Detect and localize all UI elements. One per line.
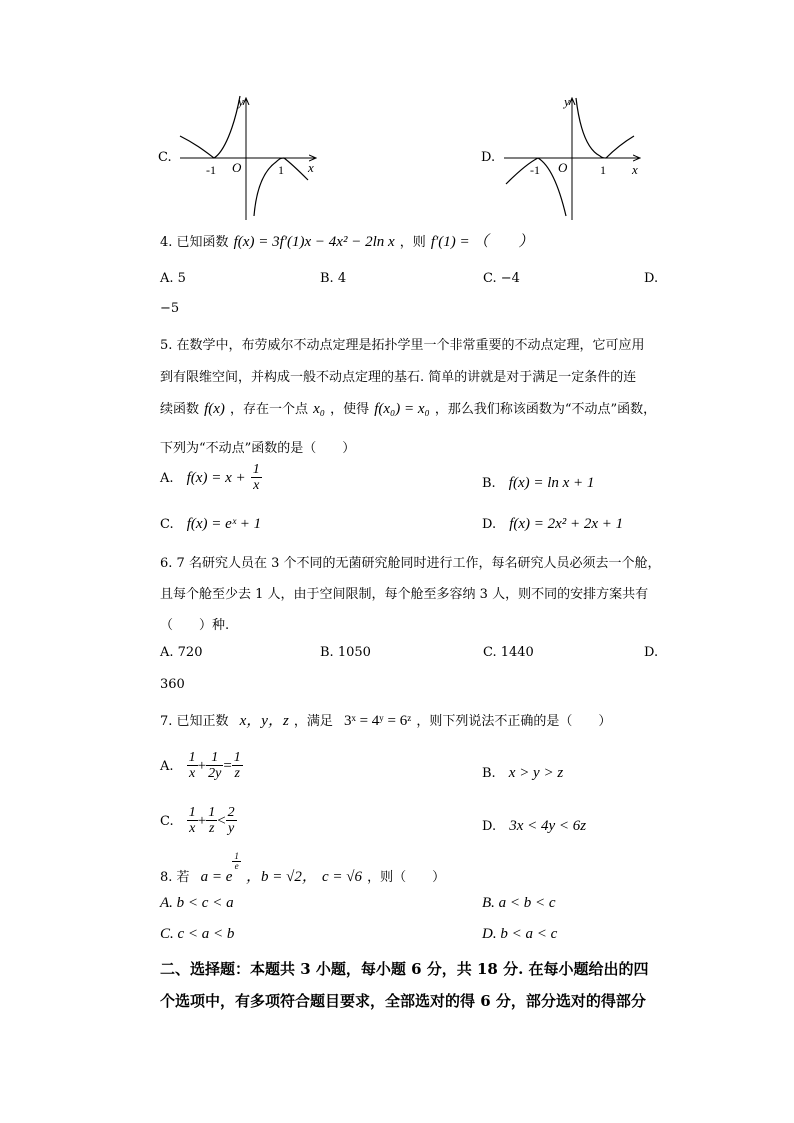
q5-x0: x₀ xyxy=(313,401,326,417)
fraction: $\frac{1}{z}$ xyxy=(233,750,241,781)
tick-neg1: -1 xyxy=(530,163,540,177)
q6-option-d-value: 360 xyxy=(160,677,185,692)
tick-neg1: -1 xyxy=(206,163,216,177)
q5-func: f(x) xyxy=(204,401,225,417)
q5-option-d-expr: f(x) = 2x² + 2x + 1 xyxy=(509,516,624,532)
q5-line-3b: ，存在一个点 xyxy=(230,402,309,417)
section-2-line-1: 二、选择题：本题共 3 小题，每小题 6 分，共 18 分. 在每小题给出的四 xyxy=(160,960,649,978)
x-axis-label: x xyxy=(632,162,638,177)
q5-option-c-label: C. xyxy=(160,517,174,532)
q8-prefix: 8. 若 xyxy=(160,870,190,885)
q5-option-b xyxy=(482,472,594,492)
fraction: $\frac{1}{z}$ xyxy=(208,805,216,836)
q8-option-a: A. b < c < a xyxy=(160,895,234,911)
question-8 xyxy=(160,852,445,886)
q5-eq: f(x₀) = x₀ xyxy=(374,401,430,417)
q6-option-c: C. 1440 xyxy=(483,645,534,660)
tick-1: 1 xyxy=(600,163,606,177)
q5-line-3 xyxy=(160,398,656,418)
q6-line-2: 且每个舱至少去 1 人，由于空间限制，每个舱至多容纳 3 人，则不同的安排方案共有 xyxy=(160,587,649,602)
q4-option-d: D. xyxy=(644,271,659,286)
fraction: $\frac{2}{y}$ xyxy=(227,805,235,836)
q6-line-3: （ ）种. xyxy=(160,618,230,633)
q5-option-b-expr: f(x) = ln x + 1 xyxy=(508,475,595,491)
q5-line-3a: 续函数 xyxy=(160,402,200,417)
q6-line-1: 6. 7 名研究人员在 3 个不同的无菌研究舱同时进行工作，每名研究人员必须去一个舱， xyxy=(160,556,661,571)
origin-label: O xyxy=(232,160,242,175)
q8-option-d: D. b < a < c xyxy=(482,926,558,942)
q5-option-b-label: B. xyxy=(482,476,496,491)
curve-left xyxy=(180,96,240,158)
q5-option-c xyxy=(160,513,261,533)
fraction: $\frac{1}{x}$ xyxy=(188,750,196,781)
y-axis-label: y xyxy=(564,94,570,109)
q5-option-d xyxy=(482,513,623,533)
q7-option-b xyxy=(482,762,563,782)
y-axis-label: y xyxy=(238,94,244,109)
q6-option-a: A. 720 xyxy=(160,645,203,660)
q4-ask: f′(1) = （ ） xyxy=(430,234,534,250)
q7-option-d-label: D. xyxy=(482,819,497,834)
q4-prefix: 4. 已知函数 xyxy=(160,235,229,250)
q8-c: c = √6 xyxy=(321,869,362,885)
q5-line-4: 下列为“不动点”函数的是（ ） xyxy=(160,441,356,456)
q8-a-exponent: $\frac{1}{e}$ xyxy=(234,851,239,871)
q7-option-d xyxy=(482,815,586,835)
q8-option-c: C. c < a < b xyxy=(160,926,235,942)
graph-c xyxy=(176,92,326,222)
origin-label: O xyxy=(558,160,568,175)
q5-line-3d: ，那么我们称该函数为“不动点”函数， xyxy=(434,402,657,417)
option-d-label: D. xyxy=(481,150,496,165)
q4-option-a: A. 5 xyxy=(160,271,186,286)
q7-mid: ，满足 xyxy=(293,714,333,729)
section-2-line-2: 个选项中，有多项符合题目要求，全部选对的得 6 分，部分选对的得部分 xyxy=(160,992,646,1010)
q7-option-a-label: A. xyxy=(160,759,174,774)
q7-option-b-expr: x > y > z xyxy=(508,765,564,781)
q5-line-1: 5. 在数学中，布劳威尔不动点定理是拓扑学里一个非常重要的不动点定理，它可应用 xyxy=(160,338,645,353)
q5-option-a-label: A. xyxy=(160,471,174,486)
q5-option-d-label: D. xyxy=(482,517,497,532)
q6-option-d: D. xyxy=(644,645,659,660)
q5-option-c-expr: f(x) = eˣ + 1 xyxy=(186,516,262,532)
q7-condition: 3ˣ = 4ʸ = 6ᶻ xyxy=(344,713,412,729)
q5-line-2: 到有限维空间，并构成一般不动点定理的基石. 简单的讲就是对于满足一定条件的连 xyxy=(160,370,637,385)
question-7 xyxy=(160,709,611,730)
q5-option-a xyxy=(160,462,262,493)
fraction: $\frac{1}{x}$ xyxy=(188,805,196,836)
q7-option-c-label: C. xyxy=(160,814,174,829)
fraction: $\frac{1}{x}$ xyxy=(252,462,260,493)
curve-right xyxy=(576,98,634,158)
q8-b: ，b = √2， xyxy=(246,869,317,885)
q7-option-c: C. $\frac{1}{x}$ + $\frac{1}{z}$ < $\frac{2}{y}$ xyxy=(160,805,235,836)
q8-a: a = e xyxy=(200,869,233,885)
q5-option-a-expr: f(x) = x + xyxy=(186,470,246,486)
tick-1: 1 xyxy=(278,163,284,177)
q5-line-3c: ，使得 xyxy=(330,402,370,417)
q4-mid: ，则 xyxy=(399,235,426,250)
q7-option-b-label: B. xyxy=(482,766,496,781)
x-axis-label: x xyxy=(308,160,314,175)
q7-option-d-expr: 3x < 4y < 6z xyxy=(509,818,587,834)
q8-option-b: B. a < b < c xyxy=(482,895,556,911)
q8-suffix: ，则（ ） xyxy=(367,870,446,885)
fraction: $\frac{1}{2y}$ xyxy=(208,750,222,781)
q7-suffix: ，则下列说法不正确的是（ ） xyxy=(416,714,612,729)
graph-d xyxy=(500,92,650,222)
q4-option-d-value: −5 xyxy=(160,301,180,316)
q7-prefix: 7. 已知正数 xyxy=(160,714,229,729)
q4-option-b: B. 4 xyxy=(320,271,347,286)
q4-function: f(x) = 3f′(1)x − 4x² − 2ln x xyxy=(233,234,395,250)
question-4 xyxy=(160,230,533,251)
option-c-label: C. xyxy=(158,150,172,165)
q7-option-a: A. $\frac{1}{x}$ + $\frac{1}{2y}$ = $\frac{1}{z}$ xyxy=(160,750,241,781)
q6-option-b: B. 1050 xyxy=(320,645,371,660)
q4-option-c: C. −4 xyxy=(483,271,520,286)
q7-vars: x，y，z xyxy=(239,713,289,729)
